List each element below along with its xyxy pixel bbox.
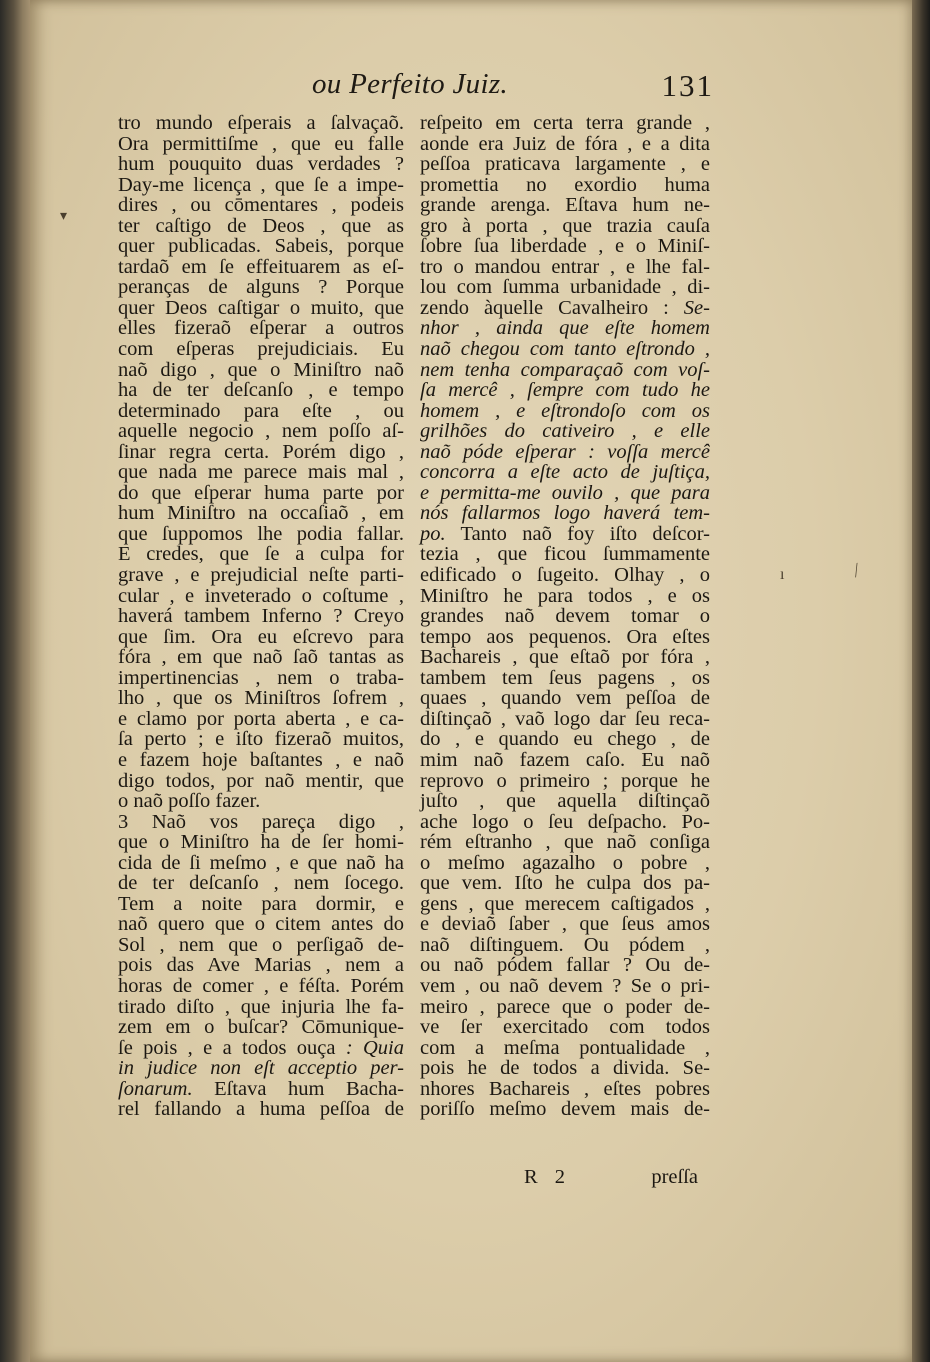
text-line: e clamo por porta aberta , e ca- <box>118 707 404 730</box>
text-line: vem , ou naõ devem ? Se o pri- <box>420 974 710 997</box>
text-line: meiro , parece que o poder de- <box>420 995 710 1018</box>
text-line: do que eſperar huma parte por <box>118 481 404 504</box>
text-line: nhor , ainda que eſte homem <box>420 317 710 340</box>
text-line: de ter deſcanſo , nem ſocego. <box>118 872 404 895</box>
page-fore-edge <box>912 0 930 1362</box>
right-text-column <box>420 113 710 1120</box>
text-line: pois he de todos a divida. Se- <box>420 1057 710 1080</box>
text-line: digo todos, por naõ mentir, que <box>118 769 404 792</box>
text-line: ſobre ſua liberdade , e o Miniſ- <box>420 235 710 258</box>
text-line: naõ chegou com tanto eſtrondo , <box>420 338 710 361</box>
page-number: 131 <box>661 68 714 103</box>
text-line: nem tenha comparaçaõ com voſ- <box>420 358 710 381</box>
text-line: peſſoa praticava largamente , e <box>420 153 710 176</box>
text-line: lho , que os Miniſtros ſofrem , <box>118 687 404 710</box>
text-line: concorra a eſte acto de juſtiça, <box>420 461 710 484</box>
text-line: ter caſtigo de Deos , que as <box>118 214 404 237</box>
text-line: naõ digo , que o Miniſtro naõ <box>118 358 404 381</box>
text-line: 3 Naõ vos pareça digo , <box>118 810 404 833</box>
text-line: tambem tem ſeus pagens , os <box>420 666 710 689</box>
text-line: ſe pois , e a todos ouça : Quia <box>118 1036 404 1059</box>
text-line: cular , e inveterado o coſtume , <box>118 584 404 607</box>
text-line: fóra , em que naõ ſaõ tantas as <box>118 646 404 669</box>
text-line: quer publicadas. Sabeis, porque <box>118 235 404 258</box>
signature-mark: R 2 <box>524 1166 572 1188</box>
text-line: cida de ſi meſmo , e que naõ ha <box>118 851 404 874</box>
text-line: diſtinçaõ , vaõ logo dar ſeu reca- <box>420 707 710 730</box>
text-line: ſonarum. Eſtava hum Bacha- <box>118 1077 404 1100</box>
text-line: hum Miniſtro na occaſiaõ , em <box>118 502 404 525</box>
text-line: naõ póde eſperar : voſſa mercê <box>420 440 710 463</box>
text-line: grilhões do cativeiro , e elle <box>420 420 710 443</box>
text-line: in judice non eſt acceptio per- <box>118 1057 404 1080</box>
text-line: e deviaõ ſaber , que ſeus amos <box>420 913 710 936</box>
text-line: aquelle negocio , nem poſſo aſ- <box>118 420 404 443</box>
margin-speck: ⁄ <box>849 560 863 580</box>
text-line: zem em o buſcar? Cōmunique- <box>118 1016 404 1039</box>
text-line: que ſim. Ora eu eſcrevo para <box>118 625 404 648</box>
text-line: impertinencias , nem o traba- <box>118 666 404 689</box>
text-line: que vem. Iſto he culpa dos pa- <box>420 872 710 895</box>
text-line: ſinar regra certa. Porém digo , <box>118 440 404 463</box>
text-line: rel fallando a huma peſſoa de <box>118 1098 404 1121</box>
facing-page-edge <box>0 0 30 1362</box>
text-line: nhores Bachareis , eſtes pobres <box>420 1077 710 1100</box>
text-line: com eſperas prejudiciais. Eu <box>118 338 404 361</box>
text-line: reprovo o primeiro ; porque he <box>420 769 710 792</box>
text-line: com a meſma pontualidade , <box>420 1036 710 1059</box>
margin-speck: ▾ <box>60 209 68 224</box>
margin-speck: ı <box>780 566 785 583</box>
text-line: Tem a noite para dormir, e <box>118 892 404 915</box>
text-line: elles fizeraõ eſperar a outros <box>118 317 404 340</box>
text-line: quer Deos caſtigar o muito, que <box>118 296 404 319</box>
running-title: ou Perfeito Juiz. <box>312 68 508 100</box>
text-line: e fazem hoje baſtantes , e naõ <box>118 748 404 771</box>
text-line: hum pouquito duas verdades ? <box>118 153 404 176</box>
text-line: edificado o ſugeito. Olhay , o <box>420 564 710 587</box>
text-line: aonde era Juiz de fóra , e a dita <box>420 132 710 155</box>
text-line: gro à porta , que trazia cauſa <box>420 214 710 237</box>
text-line: que o Miniſtro ha de ſer homi- <box>118 831 404 854</box>
text-line: naõ quero que o citem antes do <box>118 913 404 936</box>
text-line: que nada me parece mais mal , <box>118 461 404 484</box>
text-line: ſa mercê , ſempre com tudo he <box>420 379 710 402</box>
text-line: promettia no exordio huma <box>420 173 710 196</box>
text-line: dires , ou cōmentares , podeis <box>118 194 404 217</box>
text-line: haverá tambem Inferno ? Creyo <box>118 605 404 628</box>
text-line: Ora permittiſme , que eu falle <box>118 132 404 155</box>
text-line: determinado para eſte , ou <box>118 399 404 422</box>
text-line: do , e quando eu chego , de <box>420 728 710 751</box>
text-line: Bachareis , que eſtaõ por fóra , <box>420 646 710 669</box>
text-line: grandes naõ devem tomar o <box>420 605 710 628</box>
text-line: ha de ter deſcanſo , e tempo <box>118 379 404 402</box>
text-line: grave , e prejudicial neſte parti- <box>118 564 404 587</box>
text-line: juſto , que aquella diſtinçaõ <box>420 790 710 813</box>
text-line: zendo àquelle Cavalheiro : Se- <box>420 296 710 319</box>
text-line: que ſuppomos lhe podia fallar. <box>118 522 404 545</box>
catchword: preſſa <box>651 1166 698 1188</box>
text-line: po. Tanto naõ foy iſto deſcor- <box>420 522 710 545</box>
text-line: gens , que merecem caſtigados , <box>420 892 710 915</box>
text-line: tirado diſto , que injuria lhe fa- <box>118 995 404 1018</box>
text-line: lou com ſumma urbanidade , di- <box>420 276 710 299</box>
text-line: peranças de alguns ? Porque <box>118 276 404 299</box>
text-line: Sol , nem que o perſigaõ de- <box>118 933 404 956</box>
text-line: E credes, que ſe a culpa for <box>118 543 404 566</box>
text-line: tempo aos pequenos. Ora eſtes <box>420 625 710 648</box>
text-line: horas de comer , e féſta. Porém <box>118 974 404 997</box>
text-line: ou naõ pódem fallar ? Ou de- <box>420 954 710 977</box>
text-line: tezia , que ficou ſummamente <box>420 543 710 566</box>
text-line: tro mundo eſperais a ſalvaçaõ. <box>118 112 404 134</box>
text-line: Miniſtro he para todos , e os <box>420 584 710 607</box>
text-line: quaes , quando vem peſſoa de <box>420 687 710 710</box>
text-line: Day-me licença , que ſe a impe- <box>118 173 404 196</box>
text-line: ſa perto ; e iſto fizeraõ muitos, <box>118 728 404 751</box>
text-line: reſpeito em certa terra grande , <box>420 112 710 134</box>
text-line: tro o mandou entrar , e lhe fal- <box>420 255 710 278</box>
page-footer <box>420 1166 710 1190</box>
text-line: poriſſo meſmo devem mais de- <box>420 1098 710 1121</box>
text-line: mim naõ fazem caſo. Eu naõ <box>420 748 710 771</box>
text-line: ache logo o ſeu deſpacho. Po- <box>420 810 710 833</box>
text-line: pois das Ave Marias , nem a <box>118 954 404 977</box>
page-header <box>280 68 720 108</box>
text-line: homem , e eſtrondoſo com os <box>420 399 710 422</box>
text-line: o naõ poſſo fazer. <box>118 790 261 813</box>
left-text-column <box>118 113 404 1120</box>
text-line: grande arenga. Eſtava hum ne- <box>420 194 710 217</box>
text-line: naõ diſtinguem. Ou pódem , <box>420 933 710 956</box>
text-line: ve ſer exercitado com todos <box>420 1016 710 1039</box>
text-line: tardaõ em ſe effeituarem as eſ- <box>118 255 404 278</box>
text-line: e permitta-me ouvilo , que para <box>420 481 710 504</box>
text-line: nós fallarmos logo haverá tem- <box>420 502 710 525</box>
text-line: o meſmo agazalho o pobre , <box>420 851 710 874</box>
text-line: rém eſtranho , que naõ conſiga <box>420 831 710 854</box>
